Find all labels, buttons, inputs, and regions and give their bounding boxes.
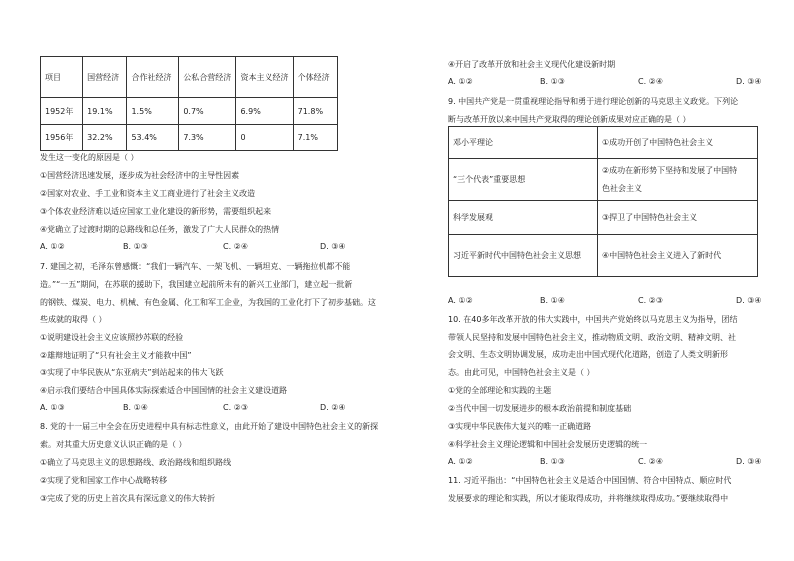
question-line: 11. 习近平指出：“中国特色社会主义是适合中国国情、符合中国特点、顺应时代	[448, 476, 732, 485]
cell-line: 色社会主义	[602, 183, 642, 193]
answer-item: ①确立了马克思主义的思想路线、政治路线和组织路线	[40, 458, 232, 467]
economy-table	[40, 56, 338, 151]
question-line: 态。由此可见，中国特色社会主义是（ ）	[448, 368, 595, 377]
table-row	[449, 201, 758, 235]
table-header: 合作社经济	[127, 57, 179, 98]
option-d[interactable]: D. ③④	[736, 77, 762, 86]
option-c[interactable]: C. ②③	[223, 403, 249, 412]
question-line: 会文明、生态文明协调发展，成功走出中国式现代化道路，创造了人类文明新形	[448, 350, 728, 359]
option-b[interactable]: B. ①③	[123, 242, 148, 251]
answer-item: ③实现了中华民族从“东亚病夫”到站起来的伟大飞跃	[40, 368, 224, 377]
option-a[interactable]: A. ①③	[40, 403, 65, 412]
theory-table	[448, 126, 758, 277]
answer-item: ①国营经济迅速发展，逐步成为社会经济中的主导性因素	[40, 171, 240, 180]
answer-item: ①党的全部理论和实践的主题	[448, 386, 552, 395]
table-cell: 科学发展观	[449, 201, 598, 235]
table-cell: 7.3%	[179, 124, 236, 150]
answer-item: ④启示我们要结合中国具体实际探索适合中国国情的社会主义建设道路	[40, 386, 288, 395]
question-line: 索。对其重大历史意义认识正确的是（ ）	[40, 440, 187, 449]
cell-line: ①成功开创了中国特色社会主义	[602, 138, 714, 147]
table-cell: 邓小平理论	[449, 127, 598, 159]
question-line: 9. 中国共产党是一贯重视理论指导和勇于进行理论创新的马克思主义政党。下列论	[448, 97, 739, 106]
option-d[interactable]: D. ③④	[736, 457, 762, 466]
table-cell: 0	[236, 124, 293, 150]
question-stem: 发生这一变化的原因是（ ）	[40, 153, 139, 162]
table-header: 资本主义经济	[236, 57, 293, 98]
answer-item: ③完成了党的历史上首次具有深远意义的伟大转折	[40, 494, 216, 503]
answer-item: ②实现了党和国家工作中心战略转移	[40, 476, 168, 485]
option-a[interactable]: A. ①②	[448, 296, 473, 305]
option-d[interactable]: D. ②④	[320, 403, 346, 412]
question-line: 发展要求的理论和实践，所以才能取得成功，并将继续取得成功。”要继续取得中	[448, 494, 729, 503]
table-row	[41, 98, 338, 124]
option-a[interactable]: A. ①②	[40, 242, 65, 251]
option-b[interactable]: B. ①④	[540, 296, 565, 305]
answer-item: ②当代中国一切发展进步的根本政治前提和制度基础	[448, 404, 632, 413]
table-header: 项目	[41, 57, 83, 98]
table-cell: 1952年	[41, 98, 83, 124]
option-c[interactable]: C. ②④	[638, 77, 664, 86]
table-cell: 1.5%	[127, 98, 179, 124]
option-c[interactable]: C. ②③	[638, 296, 664, 305]
table-cell: 19.1%	[83, 98, 127, 124]
option-c[interactable]: C. ②④	[223, 242, 249, 251]
question-line: 造。”“一五”期间，在苏联的援助下，我国建立起前所未有的新兴工业部门，建立起一批新	[40, 280, 353, 289]
option-d[interactable]: D. ③④	[320, 242, 346, 251]
table-header: 公私合营经济	[179, 57, 236, 98]
question-line: 8. 党的十一届三中全会在历史进程中具有标志性意义，由此开始了建设中国特色社会主义的新探	[40, 422, 379, 431]
table-cell	[598, 127, 758, 159]
option-d[interactable]: D. ③④	[736, 296, 762, 305]
table-row	[41, 124, 338, 150]
answer-item: ①说明建设社会主义应该照抄苏联的经验	[40, 333, 184, 342]
option-b[interactable]: B. ①④	[123, 403, 148, 412]
table-cell: 7.1%	[293, 124, 337, 150]
answer-item: ④党确立了过渡时期的总路线和总任务，激发了广大人民群众的热情	[40, 225, 280, 234]
table-cell: 32.2%	[83, 124, 127, 150]
question-line: 的钢铁、煤炭、电力、机械、有色金属、化工和军工企业，为我国的工业化打下了初步基础。这	[40, 298, 376, 307]
option-c[interactable]: C. ②④	[638, 457, 664, 466]
table-cell: 0.7%	[179, 98, 236, 124]
answer-item: ②雄辩地证明了“只有社会主义才能救中国”	[40, 351, 192, 360]
table-header: 个体经济	[293, 57, 337, 98]
table-cell: 习近平新时代中国特色社会主义思想	[449, 235, 598, 277]
cell-line: ④中国特色社会主义进入了新时代	[602, 251, 722, 260]
table-row	[449, 127, 758, 159]
answer-item: ④开启了改革开放和社会主义现代化建设新时期	[448, 60, 616, 69]
table-row	[449, 159, 758, 201]
table-cell: 6.9%	[236, 98, 293, 124]
answer-item: ③实现中华民族伟大复兴的唯一正确道路	[448, 422, 592, 431]
table-cell	[598, 159, 758, 201]
option-a[interactable]: A. ①②	[448, 457, 473, 466]
table-cell: 53.4%	[127, 124, 179, 150]
option-a[interactable]: A. ①②	[448, 77, 473, 86]
table-cell: 71.8%	[293, 98, 337, 124]
question-line: 7. 建国之初，毛泽东曾感慨：“我们一辆汽车、一架飞机、一辆坦克、一辆拖拉机都不能	[40, 262, 351, 271]
answer-item: ④科学社会主义理论逻辑和中国社会发展历史逻辑的统一	[448, 440, 648, 449]
table-cell: “三个代表”重要思想	[449, 159, 598, 201]
answer-item: ②国家对农业、手工业和资本主义工商业进行了社会主义改造	[40, 189, 256, 198]
question-line: 带领人民坚持和发展中国特色社会主义，推动物质文明、政治文明、精神文明、社	[448, 333, 736, 342]
answer-item: ③个体农业经济难以适应国家工业化建设的新形势，需要组织起来	[40, 207, 272, 216]
table-cell	[598, 201, 758, 235]
question-line: 些成就的取得（ ）	[40, 315, 107, 324]
option-b[interactable]: B. ①③	[540, 77, 565, 86]
table-row	[449, 235, 758, 277]
option-b[interactable]: B. ①③	[540, 457, 565, 466]
cell-line: ②成功在新形势下坚持和发展了中国特	[602, 165, 738, 175]
table-cell: 1956年	[41, 124, 83, 150]
question-line: 断与改革开放以来中国共产党取得的理论创新成果对应正确的是（ ）	[448, 115, 691, 124]
table-cell	[598, 235, 758, 277]
question-line: 10. 在40多年改革开放的伟大实践中，中国共产党始终以马克思主义为指导，团结	[448, 315, 738, 324]
cell-line: ③捍卫了中国特色社会主义	[602, 213, 698, 222]
table-header: 国营经济	[83, 57, 127, 98]
